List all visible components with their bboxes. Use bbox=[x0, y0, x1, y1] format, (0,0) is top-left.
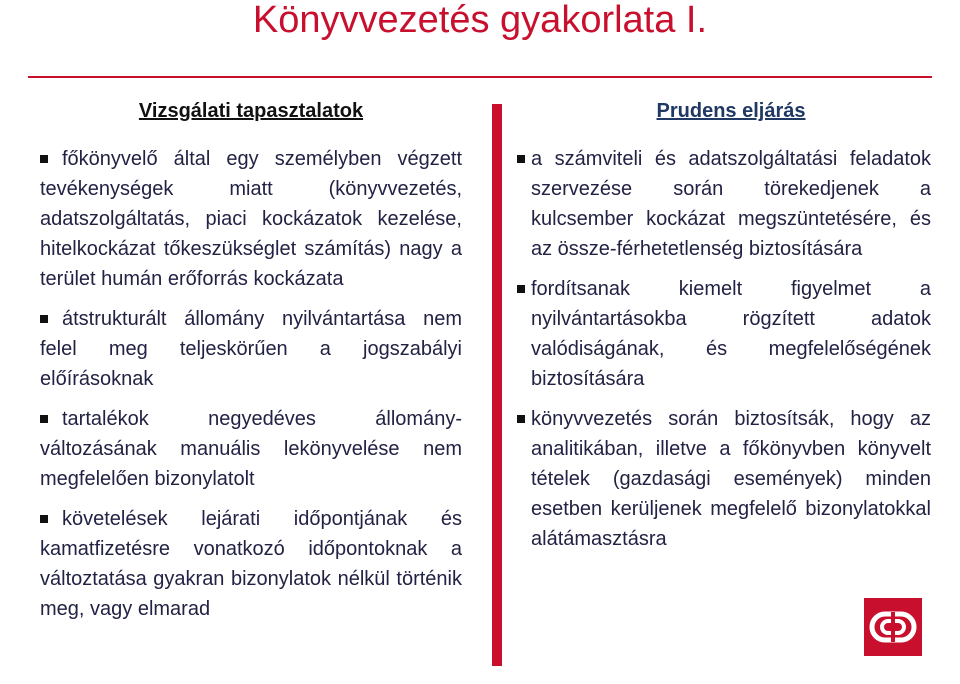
square-bullet-icon bbox=[517, 155, 525, 163]
findings-heading: Vizsgálati tapasztalatok bbox=[138, 100, 364, 122]
column-divider bbox=[492, 104, 502, 666]
practice-text: a számviteli és adatszolgáltatási feladatok szervezése során törekedjenek a kulcsember kockázat megszüntetésére, és az össze-férhetetlenség biztosítására bbox=[531, 148, 931, 260]
square-bullet-icon bbox=[40, 155, 48, 163]
practice-item bbox=[531, 274, 931, 394]
finding-item bbox=[40, 304, 462, 394]
square-bullet-icon bbox=[40, 515, 48, 523]
findings-column bbox=[40, 96, 462, 634]
practice-item bbox=[531, 404, 931, 554]
prudent-practice-column bbox=[531, 96, 931, 564]
square-bullet-icon bbox=[517, 285, 525, 293]
finding-item bbox=[40, 404, 462, 494]
mnb-logo-icon bbox=[864, 598, 922, 656]
finding-item bbox=[40, 144, 462, 294]
square-bullet-icon bbox=[40, 415, 48, 423]
practice-item bbox=[531, 144, 931, 264]
square-bullet-icon bbox=[40, 315, 48, 323]
prudent-practice-heading: Prudens eljárás bbox=[656, 100, 806, 122]
finding-text: átstrukturált állomány nyilvántartása nem felel meg teljeskörűen a jogszabályi előírásoknak bbox=[40, 308, 462, 390]
page-title: Könyvvezetés gyakorlata I. bbox=[252, 0, 708, 41]
square-bullet-icon bbox=[517, 415, 525, 423]
finding-text: követelések lejárati időpontjának és kamatfizetésre vonatkozó időpontoknak a változtatása gyakran bizonylatok nélkül történik meg, vagy elmarad bbox=[40, 508, 462, 620]
practice-text: fordítsanak kiemelt figyelmet a nyilvántartásokba rögzített adatok valódiságának, és megfelelőségének biztosítására bbox=[531, 278, 931, 390]
finding-text: főkönyvelő által egy személyben végzett tevékenységek miatt (könyvvezetés, adatszolgáltatás, piaci kockázatok kezelése, hitelkockázat tőkeszükséglet számítás) nagy a terület humán erőforrás kockázata bbox=[40, 148, 462, 290]
finding-text: tartalékok negyedéves állomány-változásának manuális lekönyvelése nem megfelelően bizonylatolt bbox=[40, 408, 462, 490]
title-rule bbox=[28, 76, 932, 78]
finding-item bbox=[40, 504, 462, 624]
practice-text: könyvvezetés során biztosítsák, hogy az analitikában, illetve a főkönyvben könyvelt tételek (gazdasági események) minden esetben kerüljenek megfelelő bizonylatokkal alátámasztásra bbox=[531, 408, 931, 550]
